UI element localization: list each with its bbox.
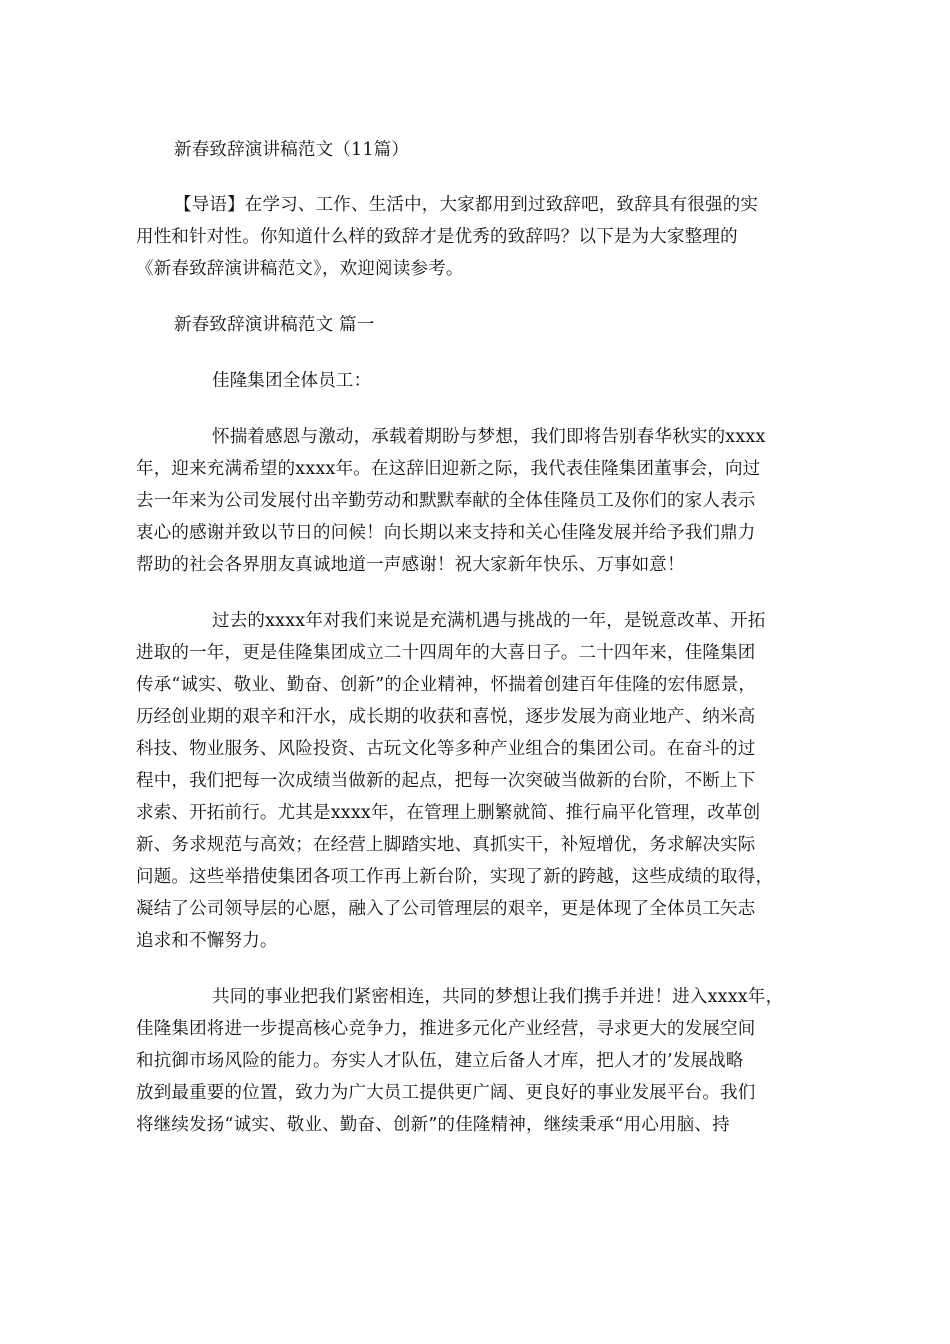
paragraph2-line-10: 凝结了公司领导层的心愿，融入了公司管理层的艰辛，更是体现了全体员工矢志 [136, 899, 756, 919]
paragraph2-line-3: 传承“诚实、敬业、勤奋、创新”的企业精神，怀揣着创建百年佳隆的宏伟愿景， [136, 675, 757, 695]
intro-line-1: 【导语】在学习、工作、生活中，大家都用到过致辞吧，致辞具有很强的实 [174, 195, 759, 215]
intro-line-2: 用性和针对性。你知道什么样的致辞才是优秀的致辞吗？以下是为大家整理的 [136, 227, 738, 247]
paragraph1-line-5: 帮助的社会各界朋友真诚地道一声感谢！祝大家新年快乐、万事如意！ [136, 555, 685, 575]
document-title: 新春致辞演讲稿范文（11篇） [174, 140, 410, 160]
intro-line-3: 《新春致辞演讲稿范文》，欢迎阅读参考。 [136, 259, 464, 279]
paragraph3-line-3: 和抗御市场风险的能力。夯实人才队伍，建立后备人才库，把人才的’发展战略 [136, 1051, 744, 1071]
paragraph3-line-4: 放到最重要的位置，致力为广大员工提供更广阔、更良好的事业发展平台。我们 [136, 1083, 756, 1103]
paragraph2-line-7: 求索、开拓前行。尤其是xxxx年，在管理上删繁就简、推行扁平化管理，改革创 [136, 803, 761, 823]
paragraph2-line-1: 过去的xxxx年对我们来说是充满机遇与挑战的一年，是锐意改革、开拓 [212, 611, 766, 631]
paragraph1-line-3: 去一年来为公司发展付出辛勤劳动和默默奉献的全体佳隆员工及你们的家人表示 [136, 491, 756, 511]
paragraph3-line-1: 共同的事业把我们紧密相连，共同的梦想让我们携手并进！进入xxxx年， [212, 987, 784, 1007]
paragraph2-line-6: 程中，我们把每一次成绩当做新的起点，把每一次突破当做新的台阶，不断上下 [136, 771, 756, 791]
paragraph1-line-4: 衷心的感谢并致以节日的问候！向长期以来支持和关心佳隆发展并给予我们鼎力 [136, 523, 756, 543]
paragraph2-line-2: 进取的一年，更是佳隆集团成立二十四周年的大喜日子。二十四年来，佳隆集团 [136, 643, 756, 663]
paragraph1-line-2: 年，迎来充满希望的xxxx年。在这辞旧迎新之际，我代表佳隆集团董事会，向过 [136, 459, 761, 479]
salutation: 佳隆集团全体员工： [212, 371, 372, 391]
paragraph2-line-8: 新、务求规范与高效；在经营上脚踏实地、真抓实干，补短增优，务求解决实际 [136, 835, 756, 855]
paragraph2-line-9: 问题。这些举措使集团各项工作再上新台阶，实现了新的跨越，这些成绩的取得， [136, 867, 774, 887]
paragraph1-line-1: 怀揣着感恩与激动，承载着期盼与梦想，我们即将告别春华秋实的xxxx [212, 427, 766, 447]
paragraph2-line-5: 科技、物业服务、风险投资、古玩文化等多种产业组合的集团公司。在奋斗的过 [136, 739, 756, 759]
paragraph3-line-5: 将继续发扬“诚实、敬业、勤奋、创新”的佳隆精神，继续秉承“用心用脑、持 [136, 1115, 730, 1135]
section-heading: 新春致辞演讲稿范文 篇一 [174, 315, 375, 335]
paragraph3-line-2: 佳隆集团将进一步提高核心竞争力，推进多元化产业经营，寻求更大的发展空间 [136, 1019, 756, 1039]
paragraph2-line-4: 历经创业期的艰辛和汗水，成长期的收获和喜悦，逐步发展为商业地产、纳米高 [136, 707, 756, 727]
paragraph2-line-11: 追求和不懈努力。 [136, 931, 278, 951]
